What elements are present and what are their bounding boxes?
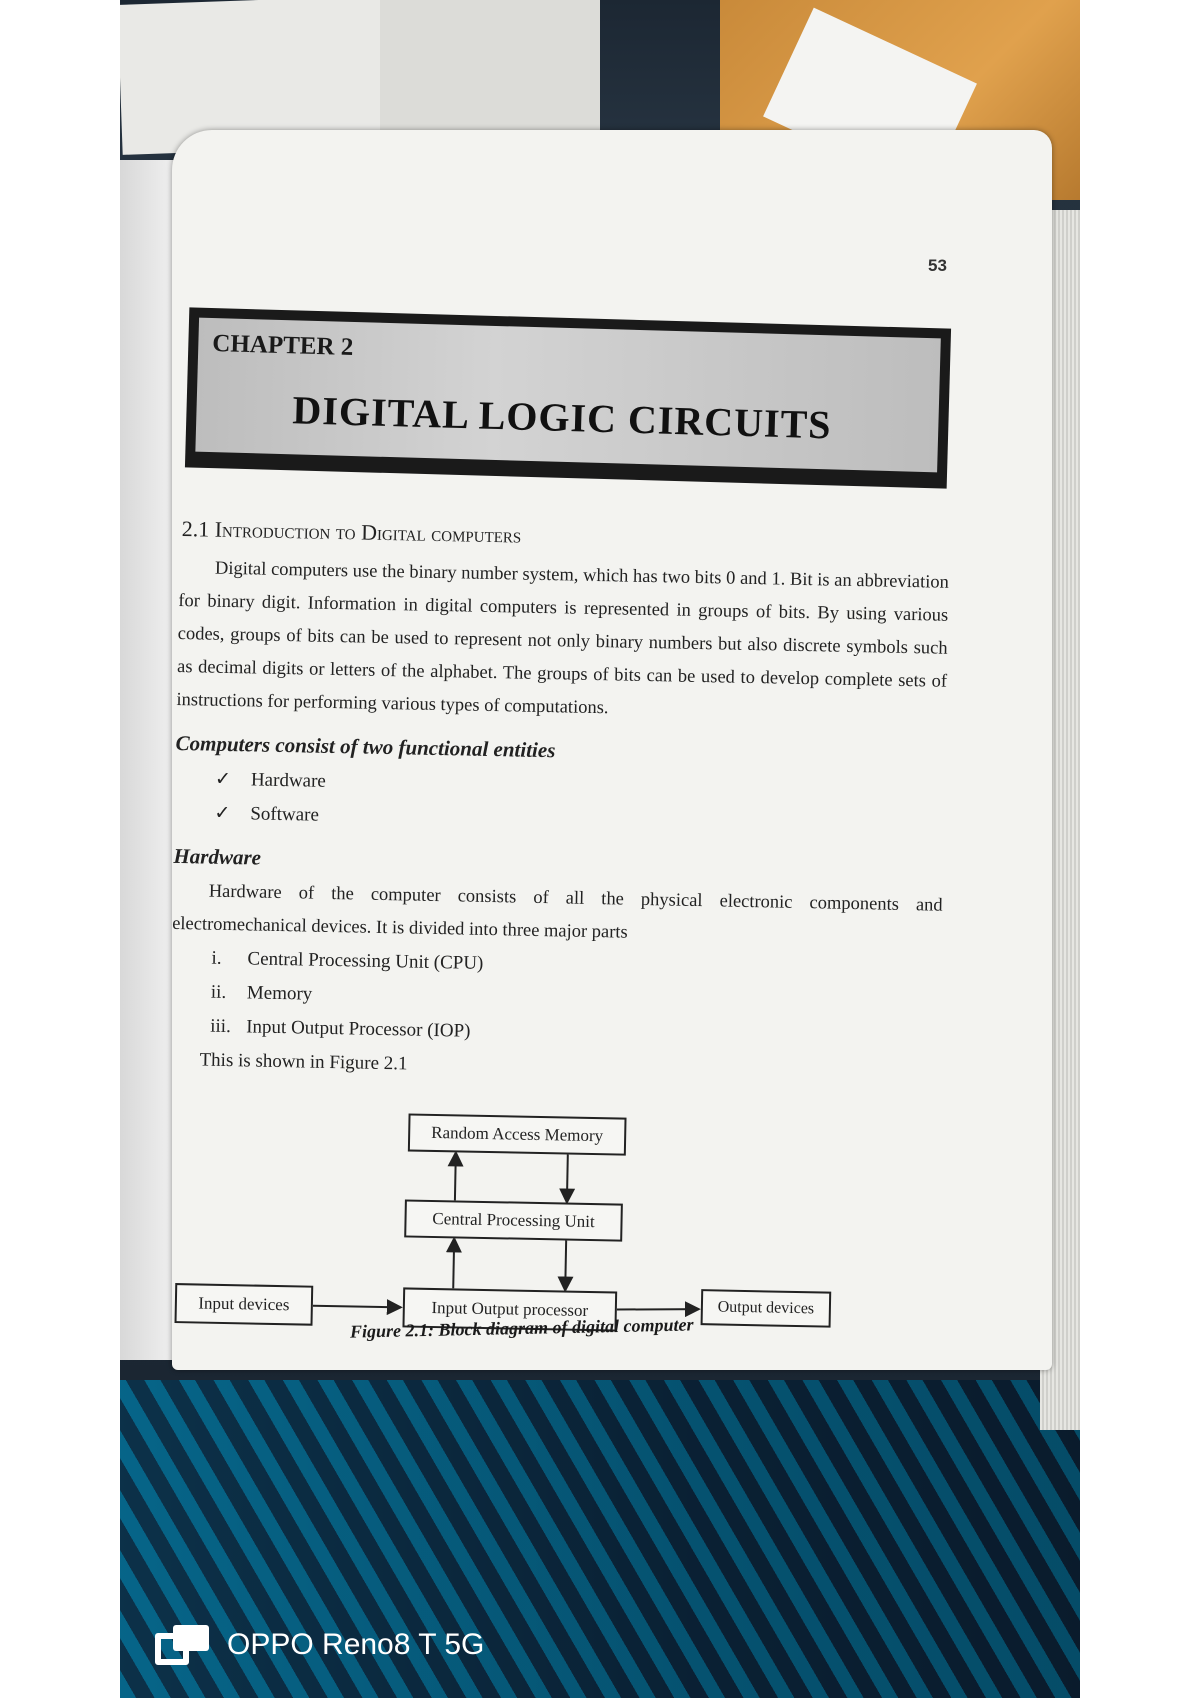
hardware-heading: Hardware <box>173 843 262 870</box>
camera-watermark <box>155 1625 484 1665</box>
cpu-block: Central Processing Unit <box>404 1199 623 1241</box>
list-item-label: Input Output Processor (IOP) <box>246 1016 471 1042</box>
intro-paragraph: Digital computers use the binary number system, which has two bits 0 and 1. Bit is an abbreviation for binary digit. Information in digital computers is represented in groups of bits. By using various codes, groups of bits can be used to represent not only binary numbers but also discrete symbols such as decimal digits or letters of the alphabet. The groups of bits can be used to develop complete sets of instructions for performing various types of computations. <box>176 558 950 719</box>
list-marker: ii. <box>210 981 227 1003</box>
chapter-banner <box>185 307 951 488</box>
camera-logo-icon <box>155 1625 209 1665</box>
chapter-label: CHAPTER 2 <box>212 330 354 361</box>
chapter-banner-inner <box>195 318 940 473</box>
list-item-label: Central Processing Unit (CPU) <box>247 948 484 974</box>
list-marker: iii. <box>210 1015 232 1038</box>
entities-heading: Computers consist of two functional entities <box>175 730 556 763</box>
page-content <box>164 516 950 1374</box>
iop-block: Input Output processor <box>402 1287 617 1331</box>
arrow-ram-to-cpu <box>567 1155 568 1203</box>
watermark-text: OPPO Reno8 T 5G <box>227 1628 485 1661</box>
figure-reference: This is shown in Figure 2.1 <box>199 1049 408 1075</box>
page-number: 53 <box>928 256 947 275</box>
arrow-cpu-to-ram <box>455 1152 456 1200</box>
list-marker: i. <box>211 947 222 969</box>
arrow-input-to-iop <box>313 1306 401 1308</box>
list-item-label: Hardware <box>250 769 327 792</box>
entities-list <box>174 762 945 845</box>
input-devices-block: Input devices <box>175 1283 314 1326</box>
paper-scrap <box>380 0 600 130</box>
hardware-parts-list <box>170 941 942 1058</box>
arrow-iop-to-cpu <box>453 1238 454 1288</box>
list-item-label: Software <box>250 803 320 826</box>
ram-block: Random Access Memory <box>408 1113 627 1155</box>
check-icon: ✓ <box>214 802 231 825</box>
check-icon: ✓ <box>214 768 232 791</box>
output-devices-block: Output devices <box>701 1289 832 1327</box>
hardware-paragraph: Hardware of the computer consists of all the physical electronic components and electromechanical devices. It is divided into three major parts <box>171 881 943 943</box>
chapter-title: DIGITAL LOGIC CIRCUITS <box>291 387 833 448</box>
arrow-cpu-to-iop <box>565 1241 566 1291</box>
arrow-iop-to-output <box>617 1308 699 1312</box>
section-heading: 2.1 Introduction to Digital computers <box>181 516 522 548</box>
list-item-label: Memory <box>246 982 313 1005</box>
figure-caption: Figure 2.1: Block diagram of digital computer <box>349 1314 694 1342</box>
